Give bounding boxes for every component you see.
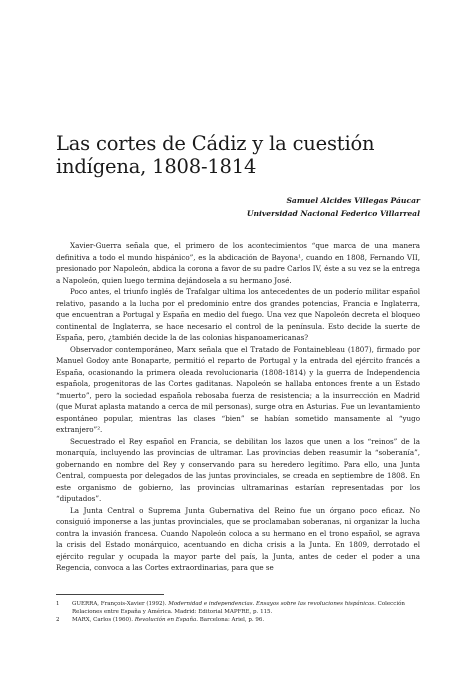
footnote-item (56, 616, 420, 624)
footnotes (56, 600, 420, 624)
paragraph: Poco antes, el triunfo inglés de Trafalgar ultima los antecedentes de un poderío militar español relativo, pasando a la lucha por el predominio entre dos grandes potencias, Francia e Inglaterra, que encuentran a Portugal y España en medio del fuego. Una vez que Napoleón decreta el bloqueo continental de Inglaterra, se hace necesario el control de la península. Esto decide la suerte de España, pero, ¿también decide la de las colonias hispanoamericanas? (56, 287, 420, 342)
author-name: Samuel Alcides Villegas Páucar (286, 196, 420, 205)
article-body (56, 240, 420, 574)
footnote-tail: . Colección Relaciones entre España y América. Madrid: Editorial MAPFRE, p. 115. (72, 601, 405, 615)
article-title (56, 132, 416, 178)
footnote-lead: GUERRA, François-Xavier (1992). (72, 601, 169, 607)
footnote-item (56, 600, 420, 616)
footnote-separator (56, 594, 164, 595)
footnote-tail: . Barcelona: Ariel, p. 96. (196, 617, 265, 623)
paragraph: Observador contemporáneo, Marx señala que el Tratado de Fontainebleau (1807), firmado por Manuel Godoy ante Bonaparte, permitió el reparto de Portugal y la entrada del ejército francés a España, ocasionando la primera oleada revolucionaria (1808-1814) y la guerra de Independencia española, progenitoras de las Cortes gaditanas. Napoleón se hallaba entonces frente a un Estado “muerto”, pero la sociedad española rebosaba fuerza de resistencia; a la insurrección en Madrid (que Murat aplasta matando a cerca de mil personas), surge otra en Asturias. Fue un levantamiento espontáneo popular, mientras las clases “bien” se habían sometido mansamente al “yugo extranjero”². (56, 344, 420, 434)
footnote-number: 1 (56, 601, 60, 607)
article-title-line-1: Las cortes de Cádiz y la cuestión (56, 132, 375, 155)
footnote-lead: MARX, Carlos (1960). (72, 617, 135, 623)
footnote-number: 2 (56, 617, 60, 623)
author-affiliation: Universidad Nacional Federico Villarreal (246, 209, 420, 218)
paragraph: La Junta Central o Suprema Junta Gubernativa del Reino fue un órgano poco eficaz. No consiguió imponerse a las juntas provinciales, que se proclamaban soberanas, ni organizar la lucha contra la invasión francesa. Cuando Napoleón coloca a su hermano en el trono español, se agrava la crisis del Estado monárquico, acentuando en dicha crisis a la Junta. En 1809, derrotado el ejército regular y ocupada la mayor parte del país, la Junta, antes de ceder el poder a una Regencia, convoca a las Cortes extraordinarias, para que se (56, 505, 420, 572)
paragraph: Xavier-Guerra señala que, el primero de los acontecimientos “que marca de una manera definitiva a todo el mundo hispánico”, es la abdicación de Bayona¹, cuando en 1808, Fernando VII, presionado por Napoleón, abdica la corona a favor de su padre Carlos IV, éste a su vez se la entrega a Napoleón, quien luego termina dejándosela a su hermano José. (56, 241, 420, 285)
footnote-text (72, 600, 420, 616)
author-block (247, 194, 420, 220)
paragraph: Secuestrado el Rey español en Francia, se debilitan los lazos que unen a los “reinos” de la monarquía, incluyendo las provincias de ultramar. Las provincias deben reasumir la “soberanía”, gobernando en nombre del Rey y conservando para su heredero legítimo. Para ello, una Junta Central, compuesta por delegados de las juntas provinciales, se creada en septiembre de 1808. En este organismo de gobierno, las provincias ultramarinas estarían representadas por los “diputados”. (56, 436, 420, 503)
footnote-italic-title: Revolución en España (134, 617, 197, 623)
footnote-text (72, 616, 420, 624)
footnote-italic-title: Modernidad e independencias. Ensayos sobre las revoluciones hispánicas (168, 601, 375, 607)
article-title-line-2: indígena, 1808-1814 (56, 155, 257, 178)
